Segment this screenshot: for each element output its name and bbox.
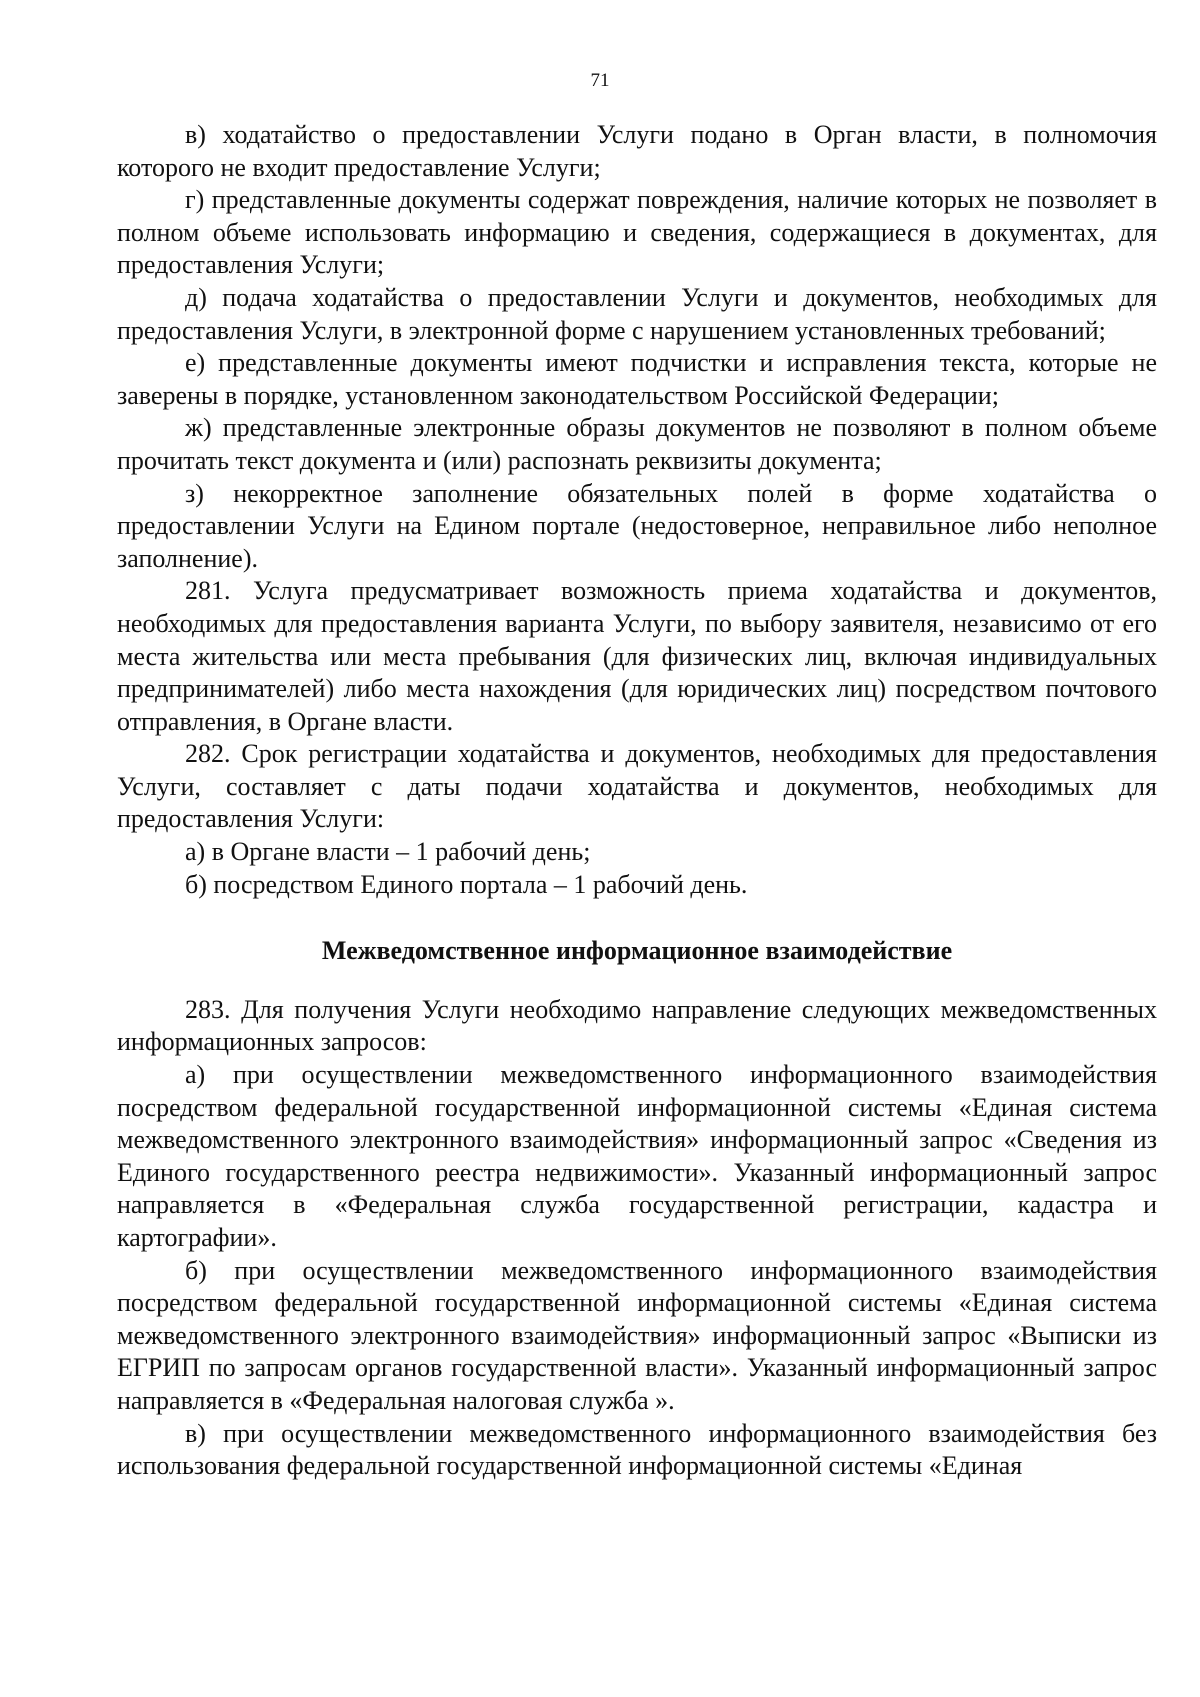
paragraph-282: 282. Срок регистрации ходатайства и документов, необходимых для предоставления Услуги, составляет с даты подачи ходатайства и документов, необходимых для предоставления Услуги: (117, 739, 1157, 834)
paragraph-283-a: а) при осуществлении межведомственного информационного взаимодействия посредством федеральной государственной информационной системы «Единая система межведомственного электронного взаимодействия» информационный запрос «Сведения из Единого государственного реестра недвижимости». Указанный информационный запрос направляется в «Федеральная служба государственной регистрации, кадастра и картографии». (117, 1060, 1157, 1252)
paragraph-283-v: в) при осуществлении межведомственного информационного взаимодействия без использования федеральной государственной информационной системы «Единая (117, 1418, 1157, 1481)
paragraph-e-corrections: е) представленные документы имеют подчистки и исправления текста, которые не заверены в порядке, установленном законодательством Российской Федерации; (117, 348, 1157, 410)
paragraph-282-a: а) в Органе власти – 1 рабочий день; (185, 837, 591, 867)
paragraph-281: 281. Услуга предусматривает возможность приема ходатайства и документов, необходимых для предоставления варианта Услуги, по выбору заявителя, независимо от его места жительства или места пребывания (для физических лиц, включая индивидуальных предпринимателей) либо места нахождения (для юридических лиц) посредством почтового отправления, в Органе власти. (117, 576, 1157, 736)
paragraph-g-damaged-documents: г) представленные документы содержат повреждения, наличие которых не позволяет в полном объеме использовать информацию и сведения, содержащиеся в документах, для предоставления Услуги; (117, 185, 1157, 280)
paragraph-zh-electronic-images: ж) представленные электронные образы документов не позволяют в полном объеме прочитать текст документа и (или) распознать реквизиты документа; (117, 413, 1157, 475)
paragraph-v-wrong-authority: в) ходатайство о предоставлении Услуги подано в Орган власти, в полномочия которого не входит предоставление Услуги; (117, 120, 1157, 182)
paragraph-z-incorrect-fields: з) некорректное заполнение обязательных полей в форме ходатайства о предоставлении Услуги на Едином портале (недостоверное, неправильное либо неполное заполнение). (117, 478, 1157, 573)
paragraph-282-b: б) посредством Единого портала – 1 рабочий день. (185, 869, 748, 899)
paragraph-283: 283. Для получения Услуги необходимо направление следующих межведомственных информационных запросов: (117, 994, 1157, 1057)
paragraph-d-electronic-form-violation: д) подача ходатайства о предоставлении Услуги и документов, необходимых для предоставления Услуги, в электронной форме с нарушением установленных требований; (117, 282, 1157, 345)
section-heading: Межведомственное информационное взаимодействие (321, 936, 953, 966)
paragraph-283-b: б) при осуществлении межведомственного информационного взаимодействия посредством федеральной государственной информационной системы «Единая система межведомственного электронного взаимодействия» информационный запрос «Выписки из ЕГРИП по запросам органов государственной власти». Указанный информационный запрос направляется в «Федеральная налоговая служба ». (117, 1255, 1157, 1415)
page-number: 71 (590, 70, 610, 91)
document-body (117, 119, 1157, 1483)
